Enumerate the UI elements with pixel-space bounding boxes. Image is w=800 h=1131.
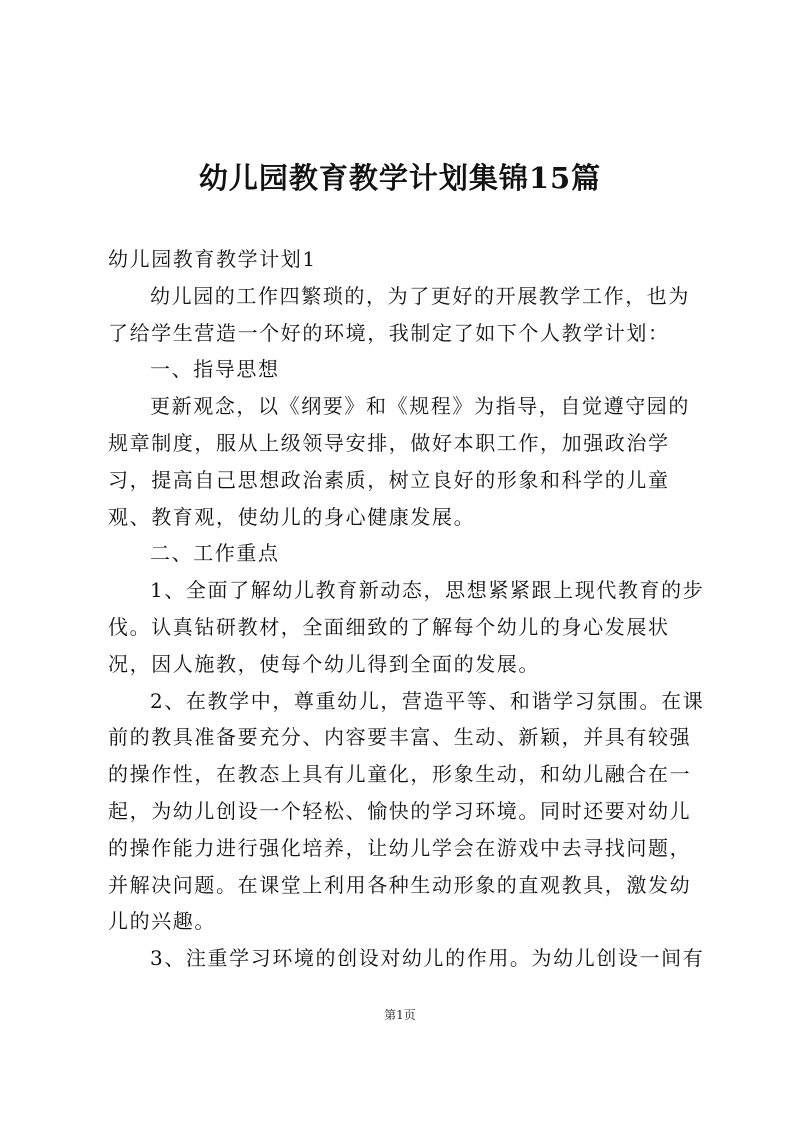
text-line: 观、教育观，使幼儿的身心健康发展。 xyxy=(108,504,476,529)
text-line: 了给学生营造一个好的环境，我制定了如下个人教学计划： xyxy=(108,320,670,345)
text-line: 规章制度，服从上级领导安排，做好本职工作，加强政治学 xyxy=(108,430,670,455)
document-body xyxy=(108,241,705,977)
text-line: 2、在教学中，尊重幼儿，营造平等、和谐学习氛围。在课 xyxy=(150,688,705,713)
text-line: 况，因人施教，使每个幼儿得到全面的发展。 xyxy=(108,651,540,676)
text-line: 一、指导思想 xyxy=(150,357,280,382)
text-line: 儿的兴趣。 xyxy=(108,909,216,934)
document-title: 幼儿园教育教学计划集锦15篇 xyxy=(198,161,602,195)
text-line: 幼儿园的工作四繁琐的，为了更好的开展教学工作，也为 xyxy=(150,283,690,308)
text-line: 习，提高自己思想政治素质，树立良好的形象和科学的儿童 xyxy=(108,467,670,492)
text-line: 1、全面了解幼儿教育新动态，思想紧紧跟上现代教育的步 xyxy=(150,578,705,603)
text-line: 更新观念，以《纲要》和《规程》为指导，自觉遵守园的 xyxy=(150,394,690,419)
text-line: 二、工作重点 xyxy=(150,541,280,566)
text-line: 并解决问题。在课堂上利用各种生动形象的直观教具，激发幼 xyxy=(108,872,692,897)
page-number: 第1页 xyxy=(384,1008,416,1022)
text-line: 的操作性，在教态上具有儿童化，形象生动，和幼儿融合在一 xyxy=(108,762,692,787)
text-line: 伐。认真钻研教材，全面细致的了解每个幼儿的身心发展状 xyxy=(108,614,670,639)
text-line: 3、注重学习环境的创设对幼儿的作用。为幼儿创设一间有 xyxy=(150,946,705,971)
text-line: 幼儿园教育教学计划1 xyxy=(108,247,317,271)
text-line: 的操作能力进行强化培养，让幼儿学会在游戏中去寻找问题， xyxy=(108,835,692,860)
text-line: 前的教具准备要充分、内容要丰富、生动、新颖，并具有较强 xyxy=(108,725,692,750)
text-line: 起，为幼儿创设一个轻松、愉快的学习环境。同时还要对幼儿 xyxy=(108,798,692,823)
